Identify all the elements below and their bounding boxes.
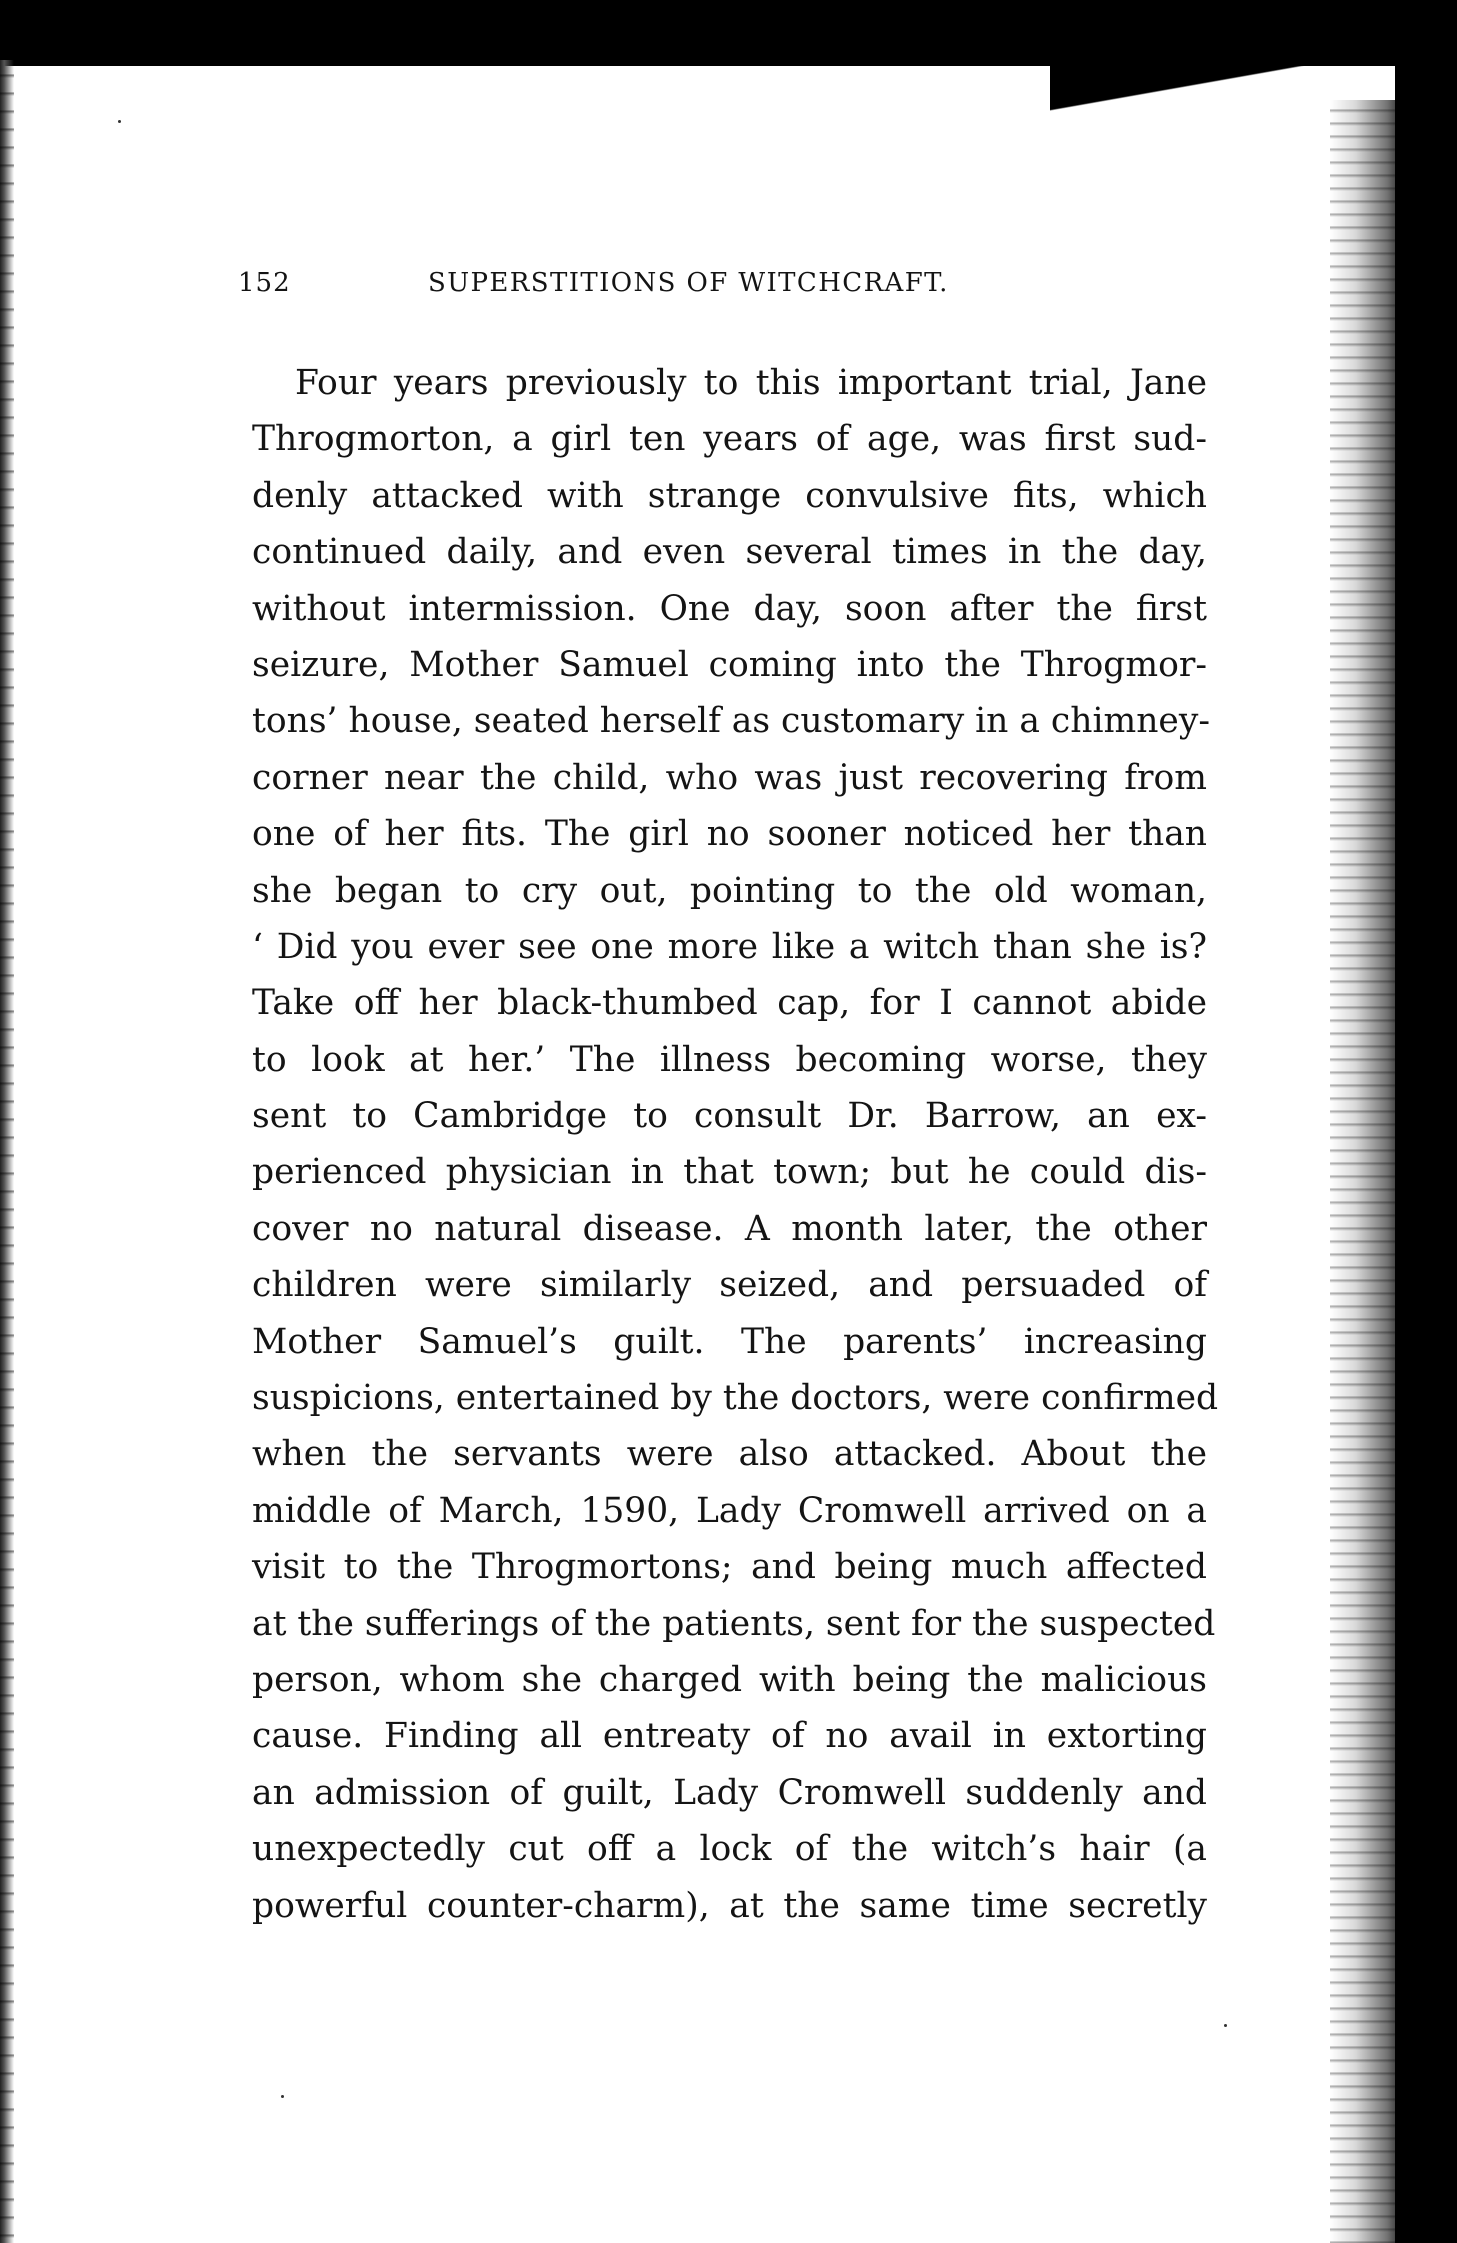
scan-speck [118,120,121,123]
text-line: one of her fits. The girl no sooner noticed her than [252,814,1207,855]
scan-speck [281,2095,284,2098]
scan-left-edge [0,60,14,2243]
text-line: ‘ Did you ever see one more like a witch than she is? [252,926,1207,967]
text-line: powerful counter-charm), at the same time secretly [252,1885,1207,1926]
text-line: children were similarly seized, and persuaded of [252,1265,1207,1306]
text-line: seizure, Mother Samuel coming into the Throgmor- [252,644,1207,685]
text-line: visit to the Throgmortons; and being much affected [252,1547,1207,1588]
text-line: person, whom she charged with being the malicious [252,1659,1207,1700]
running-head [238,268,1038,308]
text-line: cause. Finding all entreaty of no avail in extorting [252,1716,1207,1757]
text-line: Mother Samuel’s guilt. The parents’ increasing [252,1321,1207,1362]
text-line: suspicions, entertained by the doctors, were confirmed [252,1378,1219,1419]
text-line: without intermission. One day, soon after the first [252,588,1207,629]
text-line: continued daily, and even several times in the day, [252,532,1207,573]
page-number: 152 [238,268,291,298]
text-line: middle of March, 1590, Lady Cromwell arrived on a [252,1490,1207,1531]
text-line: sent to Cambridge to consult Dr. Barrow, an ex- [252,1096,1207,1137]
text-line: corner near the child, who was just recovering from [252,757,1207,798]
text-line: Four years previously to this important trial, Jane [295,363,1207,403]
text-line: she began to cry out, pointing to the old woman, [252,870,1207,911]
text-line: perienced physician in that town; but he could dis- [252,1152,1207,1193]
running-title: SUPERSTITIONS OF WITCHCRAFT. [428,268,949,298]
text-line: Take off her black-thumbed cap, for I cannot abide [252,983,1207,1024]
text-line: cover no natural disease. A month later, the other [252,1208,1207,1249]
text-line: denly attacked with strange convulsive fits, which [252,475,1207,516]
text-line: an admission of guilt, Lady Cromwell suddenly and [252,1772,1207,1813]
text-line: when the servants were also attacked. About the [252,1434,1207,1475]
body-text [252,355,1219,1934]
text-line: at the sufferings of the patients, sent for the suspected [252,1603,1216,1644]
text-line: to look at her.’ The illness becoming worse, they [252,1039,1207,1080]
text-line: unexpectedly cut off a lock of the witch’s hair (a [252,1829,1207,1870]
scan-top-border [0,0,1457,66]
text-line: Throgmorton, a girl ten years of age, was first sud- [252,419,1207,460]
scan-right-border [1395,60,1457,2243]
text-line: tons’ house, seated herself as customary in a chimney- [252,701,1210,742]
scan-speck [1224,2024,1227,2027]
